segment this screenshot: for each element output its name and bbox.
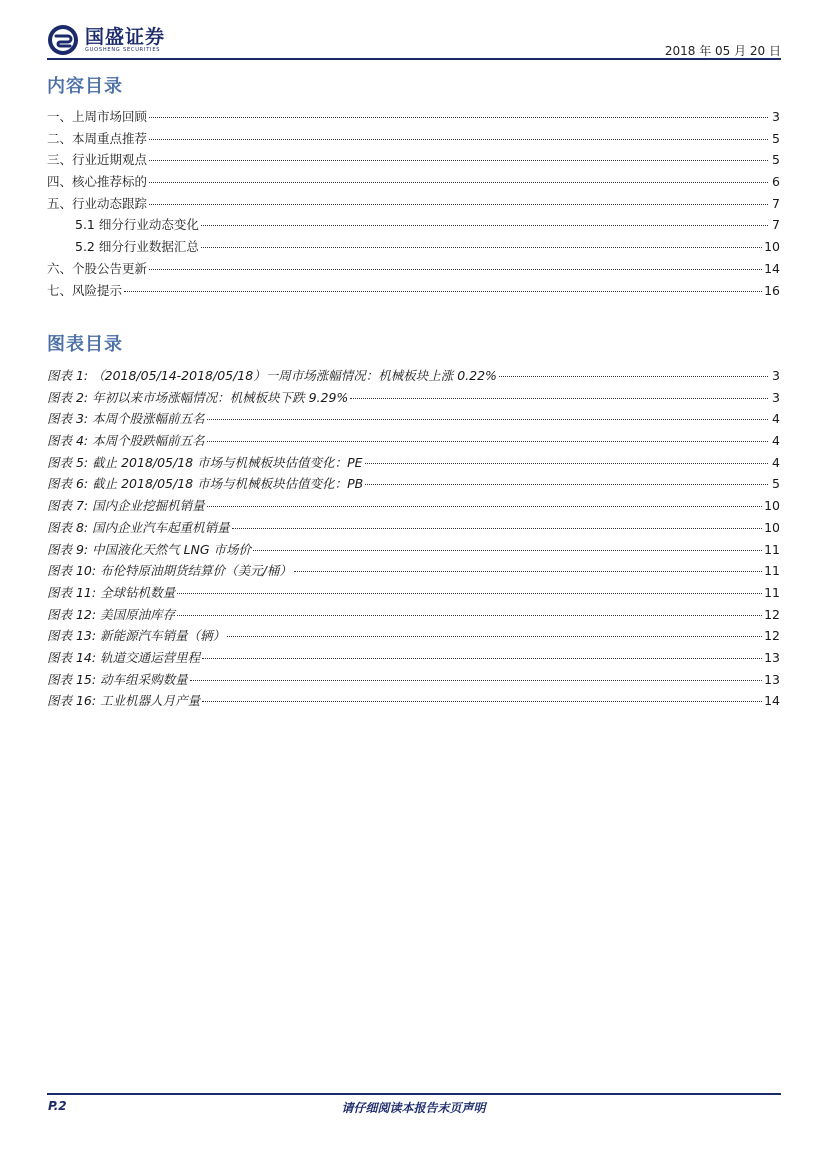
contents-list — [47, 107, 780, 302]
figure-toc-entry[interactable] — [47, 388, 780, 410]
figure-toc-entry[interactable] — [47, 431, 780, 453]
figure-toc-entry[interactable] — [47, 518, 780, 540]
toc-entry-label: 图表 10: 布伦特原油期货结算价（美元/桶） — [47, 563, 292, 579]
toc-entry-page: 5 — [772, 152, 780, 168]
toc-entry-page: 3 — [772, 109, 780, 124]
toc-entry-label: 一、上周市场回顾 — [47, 109, 148, 124]
figure-toc-entry[interactable] — [47, 670, 780, 692]
toc-entry-label: 图表 16: 工业机器人月产量 — [47, 693, 201, 709]
dot-leader — [202, 701, 762, 702]
figure-toc-entry[interactable] — [47, 540, 780, 562]
figure-toc-entry[interactable] — [47, 605, 780, 627]
toc-entry-label: 图表 12: 美国原油库存 — [47, 606, 176, 622]
company-logo — [47, 24, 165, 56]
footer-divider — [47, 1093, 781, 1095]
dot-leader — [149, 117, 768, 118]
toc-entry[interactable] — [47, 194, 780, 216]
toc-entry[interactable] — [47, 129, 780, 151]
dot-leader — [207, 506, 762, 507]
dot-leader — [201, 247, 762, 248]
figure-toc-entry[interactable] — [47, 561, 780, 583]
toc-entry-label: 图表 6: 截止 2018/05/18 市场与机械板块估值变化：PB — [47, 476, 364, 492]
dot-leader — [207, 441, 768, 442]
toc-entry-label: 图表 14: 轨道交通运营里程 — [47, 649, 201, 665]
company-name-en: GUOSHENG SECURITIES — [85, 46, 161, 53]
toc-entry-label: 图表 2: 年初以来市场涨幅情况：机械板块下跌 9.29% — [47, 389, 349, 405]
figure-toc-entry[interactable] — [47, 583, 780, 605]
figure-toc-entry[interactable] — [47, 648, 780, 670]
dot-leader — [149, 204, 768, 205]
toc-entry-label: 图表 4: 本周个股跌幅前五名 — [47, 433, 205, 449]
dot-leader — [365, 484, 768, 485]
dot-leader — [202, 658, 762, 659]
figure-toc-entry[interactable] — [47, 366, 780, 388]
toc-entry-page: 13 — [764, 649, 780, 665]
toc-entry-page: 4 — [772, 454, 780, 470]
dot-leader — [294, 571, 762, 572]
toc-entry-page: 10 — [764, 239, 780, 255]
toc-entry-page: 7 — [772, 217, 780, 233]
toc-entry-page: 14 — [764, 260, 780, 276]
dot-leader — [201, 225, 768, 226]
toc-entry-label: 图表 1: （2018/05/14-2018/05/18）一周市场涨幅情况：机械板块上涨 0.22% — [47, 368, 497, 383]
toc-entry-page: 12 — [764, 606, 780, 622]
figure-toc-entry[interactable] — [47, 691, 780, 713]
toc-entry-page: 13 — [764, 671, 780, 687]
toc-entry-page: 11 — [764, 563, 780, 579]
toc-entry-label: 图表 8: 国内企业汽车起重机销量 — [47, 519, 230, 535]
toc-entry[interactable] — [47, 259, 780, 281]
toc-entry-page: 12 — [764, 628, 780, 644]
figure-toc-entry[interactable] — [47, 474, 780, 496]
toc-entry-label: 六、个股公告更新 — [47, 260, 148, 276]
dot-leader — [149, 182, 768, 183]
dot-leader — [149, 139, 768, 140]
toc-entry-label: 5.2 细分行业数据汇总 — [75, 239, 199, 255]
toc-entry-page: 6 — [772, 174, 780, 190]
toc-entry-page: 5 — [772, 130, 780, 146]
dot-leader — [227, 636, 762, 637]
dot-leader — [207, 419, 768, 420]
toc-entry-label: 图表 5: 截止 2018/05/18 市场与机械板块估值变化：PE — [47, 454, 363, 470]
figures-title: 图表目录 — [47, 334, 123, 355]
toc-entry-page: 11 — [764, 541, 780, 557]
dot-leader — [253, 550, 762, 551]
toc-entry-page: 16 — [764, 282, 780, 298]
toc-entry[interactable] — [47, 215, 780, 237]
contents-title: 内容目录 — [47, 76, 123, 97]
toc-entry-page: 7 — [772, 195, 780, 211]
toc-entry[interactable] — [47, 281, 780, 303]
toc-entry-label: 图表 7: 国内企业挖掘机销量 — [47, 498, 205, 514]
dot-leader — [177, 593, 762, 594]
dot-leader — [124, 291, 762, 292]
toc-entry-label: 三、行业近期观点 — [47, 152, 148, 168]
toc-entry-label: 五、行业动态跟踪 — [47, 195, 148, 211]
dot-leader — [499, 376, 768, 377]
toc-entry-label: 四、核心推荐标的 — [47, 174, 148, 190]
dot-leader — [232, 528, 762, 529]
toc-entry[interactable] — [47, 172, 780, 194]
dot-leader — [365, 463, 768, 464]
toc-entry-label: 图表 15: 动车组采购数量 — [47, 671, 188, 687]
report-date: 2018 年 05 月 20 日 — [664, 44, 781, 58]
toc-entry[interactable] — [47, 237, 780, 259]
toc-entry[interactable] — [47, 150, 780, 172]
figure-toc-entry[interactable] — [47, 496, 780, 518]
toc-entry-page: 10 — [764, 498, 780, 514]
header-divider — [47, 58, 781, 60]
toc-entry-page: 10 — [764, 519, 780, 535]
toc-entry-label: 图表 9: 中国液化天然气 LNG 市场价 — [47, 541, 252, 557]
toc-entry-page: 3 — [772, 368, 780, 383]
figure-toc-entry[interactable] — [47, 453, 780, 475]
dot-leader — [149, 269, 762, 270]
figures-list — [47, 366, 780, 713]
toc-entry-page: 3 — [772, 389, 780, 405]
guosheng-logo-icon — [47, 24, 79, 56]
toc-entry-label: 图表 3: 本周个股涨幅前五名 — [47, 411, 205, 427]
dot-leader — [149, 160, 768, 161]
figure-toc-entry[interactable] — [47, 626, 780, 648]
toc-entry[interactable] — [47, 107, 780, 129]
figure-toc-entry[interactable] — [47, 409, 780, 431]
toc-entry-page: 4 — [772, 433, 780, 449]
toc-entry-page: 14 — [764, 693, 780, 709]
disclaimer-note: 请仔细阅读本报告末页声明 — [341, 1101, 486, 1115]
toc-entry-label: 图表 11: 全球钻机数量 — [47, 584, 176, 600]
toc-entry-page: 4 — [772, 411, 780, 427]
dot-leader — [177, 615, 762, 616]
toc-entry-label: 七、风险提示 — [47, 282, 123, 298]
toc-entry-label: 5.1 细分行业动态变化 — [75, 217, 199, 233]
dot-leader — [350, 398, 768, 399]
toc-entry-page: 11 — [764, 584, 780, 600]
company-name-cn: 国盛证券 — [85, 25, 166, 48]
toc-entry-label: 二、本周重点推荐 — [47, 130, 148, 146]
page-number: P.2 — [48, 1099, 67, 1113]
dot-leader — [190, 680, 763, 681]
toc-entry-label: 图表 13: 新能源汽车销量（辆） — [47, 628, 226, 644]
toc-entry-page: 5 — [772, 476, 780, 492]
